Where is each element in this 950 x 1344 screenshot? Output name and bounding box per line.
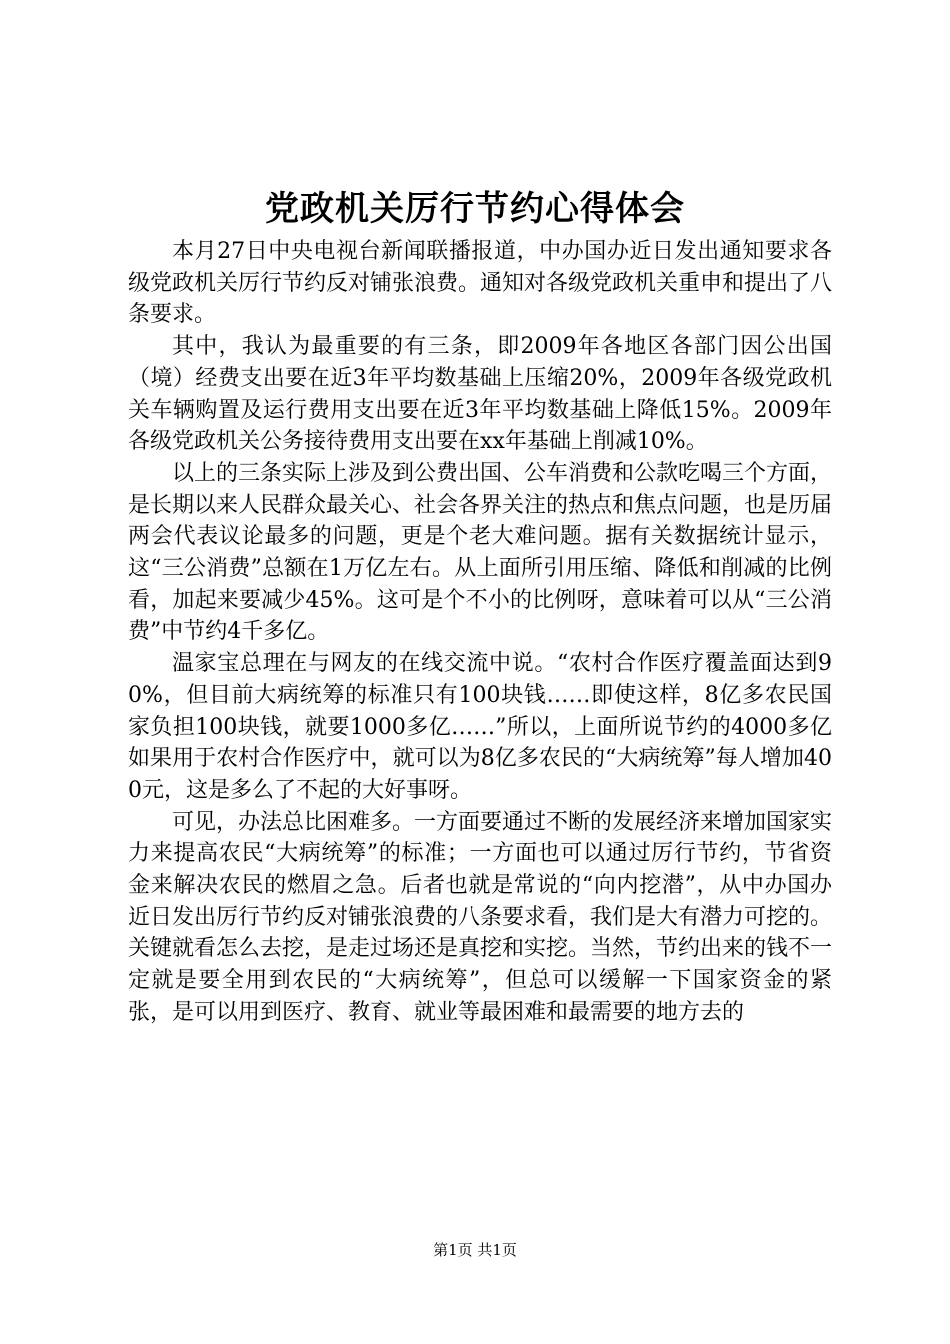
- paragraph-1: 本月27日中央电视台新闻联播报道，中办国办近日发出通知要求各级党政机关厉行节约反对铺张浪费。通知对各级党政机关重申和提出了八条要求。: [128, 239, 833, 328]
- paragraph-2: 其中，我认为最重要的有三条，即2009年各地区各部门因公出国（境）经费支出要在近3年平均数基础上压缩20%，2009年各级党政机关车辆购置及运行费用支出要在近3年平均数基础上降低15%。2009年各级党政机关公务接待费用支出要在xx年基础上削减10%。: [128, 334, 832, 455]
- page-footer: 第1页 共1页: [433, 1241, 517, 1259]
- document-body: [128, 236, 832, 1029]
- paragraph-3: 以上的三条实际上涉及到公费出国、公车消费和公款吃喝三个方面，是长期以来人民群众最关心、社会各界关注的热点和焦点问题，也是历届两会代表议论最多的问题，更是个老大难问题。据有关数据统计显示，这“三公消费”总额在1万亿左右。从上面所引用压缩、降低和削减的比例看，加起来要减少45%。这可是个不小的比例呀，意味着可以从“三公消费”中节约4千多亿。: [128, 460, 833, 645]
- paragraph-5: 可见，办法总比困难多。一方面要通过不断的发展经济来增加国家实力来提高农民“大病统筹”的标准；一方面也可以通过厉行节约，节省资金来解决农民的燃眉之急。后者也就是常说的“向内挖潜”，从中办国办近日发出厉行节约反对铺张浪费的八条要求看，我们是大有潜力可挖的。关键就看怎么去挖，是走过场还是真挖和实挖。当然，节约出来的钱不一定就是要全用到农民的“大病统筹”，但总可以缓解一下国家资金的紧张，是可以用到医疗、教育、就业等最困难和最需要的地方去的: [128, 809, 833, 1025]
- paragraph-4: 温家宝总理在与网友的在线交流中说。“农村合作医疗覆盖面达到90%，但目前大病统筹的标准只有100块钱……即使这样，8亿多农民国家负担100块钱，就要1000多亿……”所以，上面所说节约的4000多亿如果用于农村合作医疗中，就可以为8亿多农民的“大病统筹”每人增加400元，这是多么了不起的大好事呀。: [128, 651, 832, 803]
- document-title: 党政机关厉行节约心得体会: [265, 189, 685, 229]
